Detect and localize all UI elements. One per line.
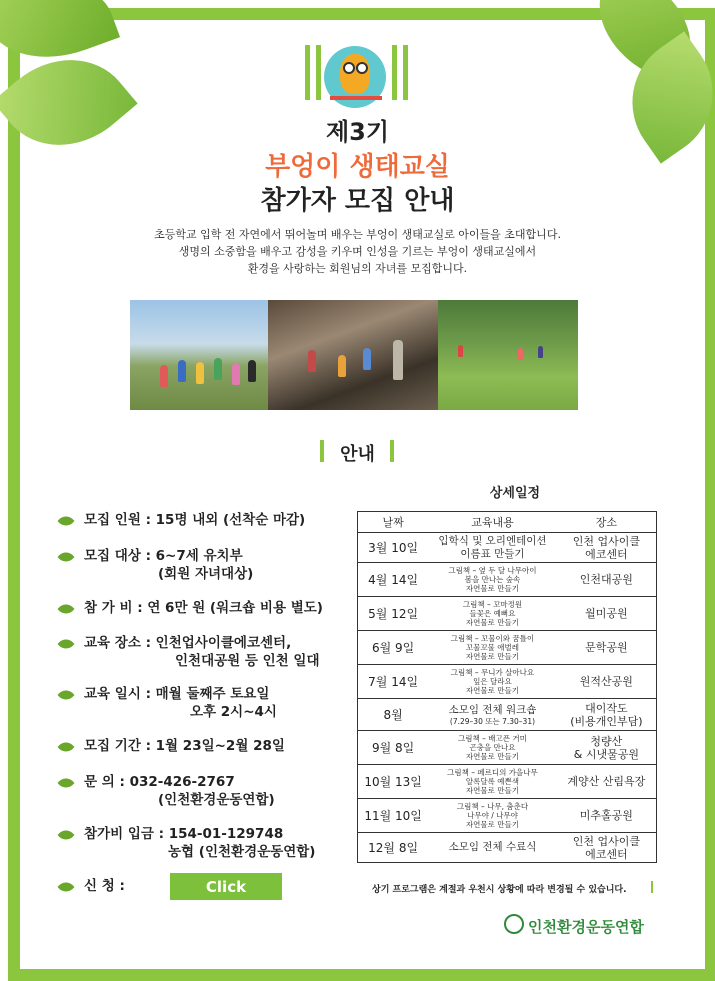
schedule-place: 인천 업사이클 에코센터 — [557, 533, 657, 563]
info-item: 교육 일시 : 매월 둘째주 토요일 — [84, 686, 270, 702]
header-bar — [316, 45, 321, 100]
schedule-row — [358, 533, 657, 563]
schedule-place: 원적산공원 — [557, 665, 657, 699]
schedule-date: 7월 14일 — [358, 665, 429, 699]
title-line-2: 부엉이 생태교실 — [265, 152, 450, 182]
schedule-place: 미추홀공원 — [557, 799, 657, 833]
schedule-content — [428, 665, 557, 699]
section-title: 안내 — [340, 444, 375, 465]
schedule-content-detail: 그림책 – 나무, 춤춘다 나무야 / 나무야 자연물로 만들기 — [456, 802, 529, 829]
schedule-row — [358, 597, 657, 631]
schedule-content-detail: 그림책 – 페르디의 가을나무 알록달록 예쁜색 자연물로 만들기 — [447, 768, 538, 795]
schedule-content — [428, 563, 557, 597]
schedule-header-date: 날짜 — [358, 512, 429, 533]
schedule-content-detail: 그림책 – 꼬마정원 들꽃은 예뻐요 자연물로 만들기 — [462, 600, 523, 627]
schedule-content — [428, 731, 557, 765]
organization-logo-icon — [504, 914, 524, 934]
schedule-content-main: 소모임 전체 워크숍 — [448, 703, 537, 716]
schedule-content — [428, 597, 557, 631]
info-item: 참 가 비 : 연 6만 원 (워크숍 비용 별도) — [84, 600, 323, 616]
schedule-place: 인천대공원 — [557, 563, 657, 597]
schedule-date: 8월 — [358, 699, 429, 731]
schedule-content-detail: 그림책 – 배고픈 거미 곤충을 만나요 자연물로 만들기 — [458, 734, 527, 761]
schedule-row — [358, 765, 657, 799]
schedule-row — [358, 563, 657, 597]
schedule-date: 11월 10일 — [358, 799, 429, 833]
schedule-date: 3월 10일 — [358, 533, 429, 563]
header-bar — [403, 45, 408, 100]
info-item: 모집 기간 : 1월 23일~2월 28일 — [84, 738, 285, 754]
info-item-sub: 인천대공원 등 인천 일대 — [175, 653, 320, 669]
intro-line: 초등학교 입학 전 자연에서 뛰어놀며 배우는 부엉이 생태교실로 아이들을 초대합니다. — [154, 228, 561, 241]
info-item: 모집 인원 : 15명 내외 (선착순 마감) — [84, 512, 306, 528]
title-line-3: 참가자 모집 안내 — [260, 186, 455, 216]
info-item: 문 의 : 032-426-2767 — [84, 774, 235, 790]
info-item-sub: 오후 2시~4시 — [190, 704, 277, 720]
info-item-sub: (인천환경운동연합) — [158, 792, 275, 808]
schedule-date: 5월 12일 — [358, 597, 429, 631]
schedule-header-row — [358, 512, 657, 533]
schedule-row — [358, 833, 657, 863]
schedule-row — [358, 665, 657, 699]
apply-click-button[interactable]: Click — [170, 873, 282, 900]
schedule-place: 계양산 산림욕장 — [557, 765, 657, 799]
schedule-content-dates: (7.29–30 또는 7.30–31) — [449, 716, 536, 726]
schedule-row — [358, 699, 657, 731]
schedule-content — [428, 699, 557, 731]
schedule-title: 상세일정 — [489, 486, 541, 501]
schedule-content-detail: 그림책 – 꼬물이와 꿈틀이 꼬물꼬물 애벌레 자연물로 만들기 — [450, 634, 535, 661]
intro-line: 환경을 사랑하는 회원님의 자녀를 모집합니다. — [247, 262, 468, 275]
header-bar — [305, 45, 310, 100]
title-line-1: 제3기 — [325, 118, 390, 146]
schedule-date: 6월 9일 — [358, 631, 429, 665]
organization-logo-text: 인천환경운동연합 — [528, 918, 644, 936]
schedule-content-detail: 그림책 – 옆 두 달 나무아이 봄을 만나는 숲속 자연물로 만들기 — [448, 566, 537, 593]
schedule-content — [428, 765, 557, 799]
photo-kids-indoor — [268, 300, 438, 410]
schedule-content — [428, 631, 557, 665]
schedule-content — [428, 533, 557, 563]
schedule-place: 인천 업사이클 에코센터 — [557, 833, 657, 863]
schedule-content-detail: 그림책 – 무니가 살아나요 잎은 달라요 자연물로 만들기 — [450, 668, 535, 695]
photo-kids-meadow — [438, 300, 578, 410]
schedule-date: 9월 8일 — [358, 731, 429, 765]
intro-line: 생명의 소중함을 배우고 감성을 키우며 인성을 기르는 부엉이 생태교실에서 — [178, 245, 537, 258]
schedule-row — [358, 631, 657, 665]
schedule-content-main: 소모임 전체 수료식 — [448, 841, 537, 853]
schedule-row — [358, 799, 657, 833]
schedule-row — [358, 731, 657, 765]
schedule-date: 10월 13일 — [358, 765, 429, 799]
schedule-date: 4월 14일 — [358, 563, 429, 597]
schedule-header-place: 장소 — [557, 512, 657, 533]
schedule-place: 청량산 & 시냇물공원 — [557, 731, 657, 765]
info-item: 신 청 : — [84, 878, 125, 894]
schedule-place: 문학공원 — [557, 631, 657, 665]
schedule-header-content: 교육내용 — [428, 512, 557, 533]
schedule-note: 상기 프로그램은 계절과 우천시 상황에 따라 변경될 수 있습니다. — [372, 885, 627, 895]
note-bar — [651, 881, 653, 893]
header-bar — [392, 45, 397, 100]
schedule-place: 대이작도 (비용개인부담) — [557, 699, 657, 731]
schedule-place: 월미공원 — [557, 597, 657, 631]
intro-text — [0, 226, 715, 277]
schedule-date: 12월 8일 — [358, 833, 429, 863]
schedule-content — [428, 833, 557, 863]
schedule-content — [428, 799, 557, 833]
info-item: 교육 장소 : 인천업사이클에코센터, — [84, 635, 292, 651]
info-item: 참가비 입금 : 154-01-129748 — [84, 826, 284, 842]
info-item-sub: (회원 자녀대상) — [158, 566, 254, 582]
info-item: 모집 대상 : 6~7세 유치부 — [84, 548, 243, 564]
schedule-table — [357, 511, 657, 863]
schedule-content-main: 입학식 및 오리엔테이션 이름표 만들기 — [438, 534, 547, 560]
info-item-sub: 농협 (인천환경운동연합) — [168, 844, 316, 860]
photo-kids-field — [130, 300, 270, 410]
